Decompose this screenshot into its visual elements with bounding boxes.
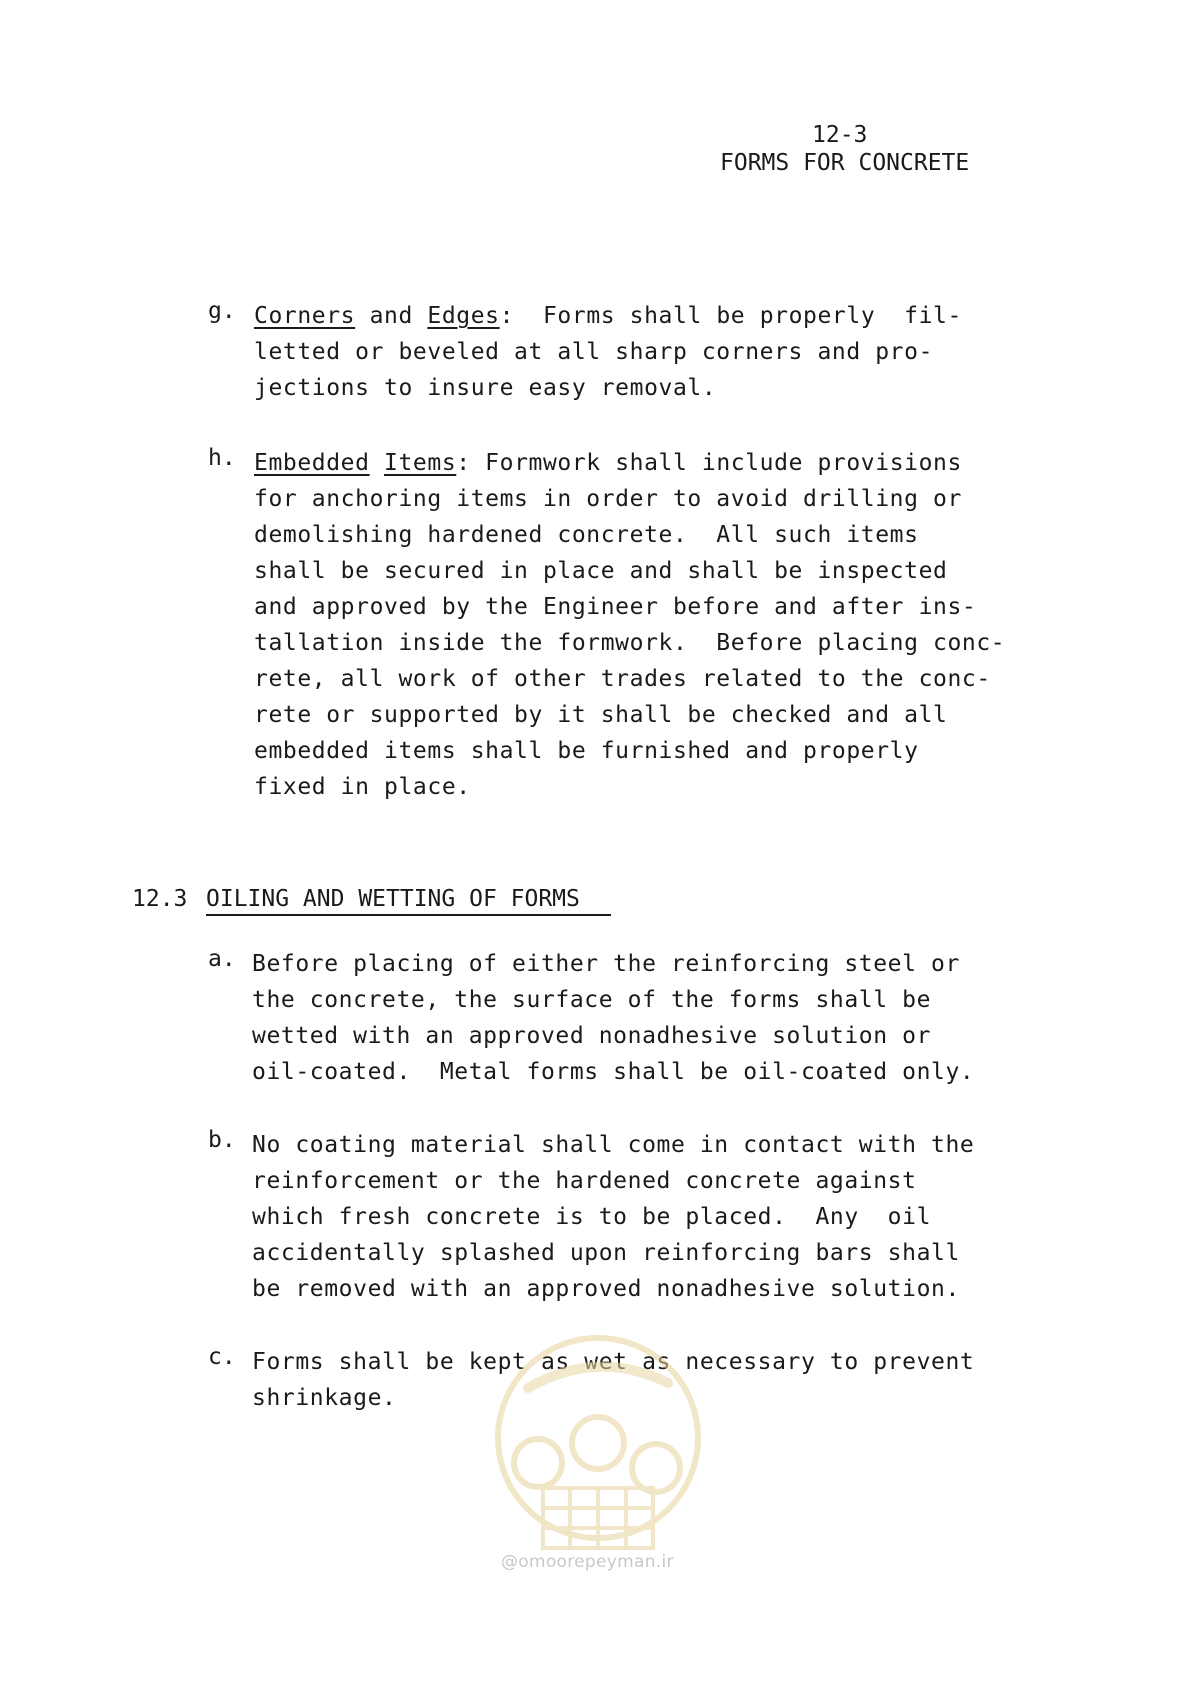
item-h-line-10: fixed in place. [254,774,471,800]
item-h-line-9: embedded items shall be furnished and properly [254,738,919,764]
item-b-line-1: No coating material shall come in contact with the [252,1132,975,1158]
item-h-line-2: for anchoring items in order to avoid drilling or [254,486,962,512]
item-h-text-1: : Formwork shall include provisions [456,450,962,476]
item-g-letter: g. [208,298,236,324]
item-h-line-4: shall be secured in place and shall be inspected [254,558,948,584]
page-number: 12-3 [812,122,868,148]
page-header-title: FORMS FOR CONCRETE [720,150,970,176]
item-h-line-8: rete or supported by it shall be checked and all [254,702,948,728]
item-g-text-1: : Forms shall be properly fil- [499,303,962,329]
item-g-heading-corners: Corners [254,303,356,329]
watermark-logo [488,1328,708,1588]
item-b-line-5: be removed with an approved nonadhesive solution. [252,1276,960,1302]
item-c-line-1: Forms shall be kept as wet as necessary to prevent [252,1349,975,1375]
watermark-text: @omoorepeyman.ir [501,1552,674,1572]
item-h-line-7: rete, all work of other trades related to the conc- [254,666,991,692]
item-h-line-6: tallation inside the formwork. Before placing conc- [254,630,1006,656]
item-c-line-2: shrinkage. [252,1385,397,1411]
item-a-line-4: oil-coated. Metal forms shall be oil-coated only. [252,1059,975,1085]
item-h-line-1 [254,445,962,481]
item-g-heading-and: and [355,303,428,329]
item-a-line-1: Before placing of either the reinforcing steel or [252,951,960,977]
item-b-line-3: which fresh concrete is to be placed. Any oil [252,1204,932,1230]
item-b-letter: b. [208,1127,236,1153]
item-c-letter: c. [208,1344,236,1370]
section-title-underline [206,914,611,916]
item-g-heading-edges: Edges [427,303,500,329]
item-h-letter: h. [208,445,236,471]
item-g-line-3: jections to insure easy removal. [254,375,717,401]
section-title: OILING AND WETTING OF FORMS [206,886,580,912]
section-number: 12.3 [132,886,188,912]
item-a-line-2: the concrete, the surface of the forms shall be [252,987,932,1013]
item-a-line-3: wetted with an approved nonadhesive solution or [252,1023,932,1049]
item-a-letter: a. [208,946,236,972]
item-h-line-5: and approved by the Engineer before and after ins- [254,594,977,620]
item-b-line-4: accidentally splashed upon reinforcing bars shall [252,1240,960,1266]
item-b-line-2: reinforcement or the hardened concrete against [252,1168,917,1194]
item-h-heading-items: Items [384,450,457,476]
item-g-line-1 [254,298,962,334]
item-g-line-2: letted or beveled at all sharp corners and pro- [254,339,934,365]
item-h-heading-embedded: Embedded [254,450,370,476]
item-h-line-3: demolishing hardened concrete. All such items [254,522,919,548]
